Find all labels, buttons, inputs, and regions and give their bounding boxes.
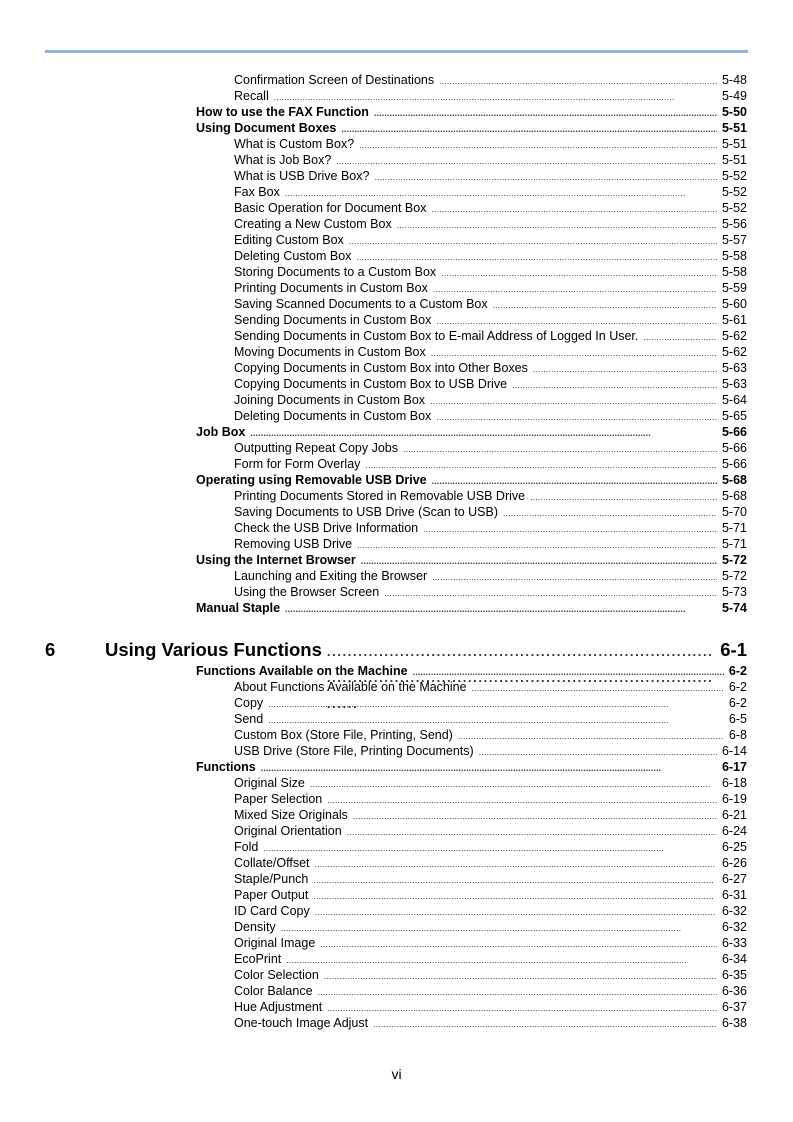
toc-subentry[interactable] bbox=[234, 855, 747, 871]
toc-subentry[interactable] bbox=[234, 392, 747, 408]
toc-subentry[interactable] bbox=[234, 951, 747, 967]
toc-subentry[interactable] bbox=[234, 584, 747, 600]
toc-entry-title: Custom Box (Store File, Printing, Send) bbox=[234, 728, 453, 742]
toc-subentry[interactable] bbox=[234, 136, 747, 152]
dot-leader bbox=[318, 983, 717, 1000]
dot-leader bbox=[365, 456, 717, 473]
toc-section-entry[interactable] bbox=[196, 472, 747, 488]
toc-entry-page: 6-36 bbox=[721, 984, 747, 998]
toc-entry-title: Storing Documents to a Custom Box bbox=[234, 265, 437, 279]
dot-leader bbox=[347, 823, 717, 840]
toc-subentry[interactable] bbox=[234, 376, 747, 392]
toc-section-entry[interactable] bbox=[196, 759, 747, 775]
toc-entry-page: 6-38 bbox=[721, 1016, 747, 1030]
toc-entry-title: Sending Documents in Custom Box bbox=[234, 313, 432, 327]
toc-entry-page: 6-35 bbox=[721, 968, 747, 982]
toc-entry-page: 6-32 bbox=[721, 904, 747, 918]
toc-entry-title: Job Box bbox=[196, 425, 246, 439]
toc-entry-page: 5-66 bbox=[721, 457, 747, 471]
page-number: vi bbox=[391, 1066, 402, 1082]
dot-leader bbox=[250, 424, 717, 441]
toc-entry-page: 5-58 bbox=[721, 249, 747, 263]
toc-entry-title: Original Image bbox=[234, 936, 316, 950]
dot-leader bbox=[373, 1015, 717, 1032]
toc-entry-page: 6-5 bbox=[728, 712, 747, 726]
toc-entry-title: Confirmation Screen of Destinations bbox=[234, 73, 435, 87]
toc-section-entry[interactable] bbox=[196, 120, 747, 136]
toc-entry-page: 5-58 bbox=[721, 265, 747, 279]
dot-leader bbox=[431, 344, 717, 361]
toc-entry-title: Send bbox=[234, 712, 264, 726]
toc-entry-title: Copying Documents in Custom Box to USB Drive bbox=[234, 377, 508, 391]
toc-entry-title: Printing Documents Stored in Removable USB Drive bbox=[234, 489, 526, 503]
toc-entry-title: Functions Available on the Machine bbox=[196, 664, 408, 678]
toc-entry-page: 5-63 bbox=[721, 377, 747, 391]
toc-entry-title: Original Orientation bbox=[234, 824, 342, 838]
toc-subentry[interactable] bbox=[234, 280, 747, 296]
toc-subentry[interactable] bbox=[234, 504, 747, 520]
dot-leader bbox=[353, 807, 717, 824]
toc-entry-title: Density bbox=[234, 920, 276, 934]
dot-leader bbox=[530, 488, 717, 505]
toc-entry-title: Sending Documents in Custom Box to E-mail Address of Logged In User. bbox=[234, 329, 639, 343]
dot-leader bbox=[349, 232, 717, 249]
toc-entry-title: Moving Documents in Custom Box bbox=[234, 345, 426, 359]
toc-subentry[interactable] bbox=[234, 935, 747, 951]
toc-entry-page: 5-74 bbox=[721, 601, 747, 615]
toc-subentry[interactable] bbox=[234, 520, 747, 536]
toc-subentry[interactable] bbox=[234, 967, 747, 983]
toc-subentry[interactable] bbox=[234, 1015, 747, 1031]
toc-entry-page: 5-72 bbox=[721, 569, 747, 583]
toc-entry-page: 6-27 bbox=[721, 872, 747, 886]
toc-entry-page: 6-32 bbox=[721, 920, 747, 934]
toc-entry-page: 5-60 bbox=[721, 297, 747, 311]
toc-entry-page: 5-61 bbox=[721, 313, 747, 327]
toc-entry-page: 6-2 bbox=[728, 680, 747, 694]
toc-subentry[interactable] bbox=[234, 536, 747, 552]
toc-entry-page: 5-71 bbox=[721, 521, 747, 535]
dot-leader bbox=[403, 440, 717, 457]
toc-entry-page: 5-50 bbox=[721, 105, 747, 119]
dot-leader bbox=[384, 584, 717, 601]
toc-entry-title: Mixed Size Originals bbox=[234, 808, 348, 822]
toc-entry-page: 6-2 bbox=[728, 696, 747, 710]
dot-leader bbox=[458, 727, 724, 744]
toc-entry-title: Paper Selection bbox=[234, 792, 323, 806]
toc-entry-title: Original Size bbox=[234, 776, 305, 790]
dot-leader bbox=[413, 663, 724, 680]
dot-leader bbox=[341, 120, 717, 137]
toc-entry-page: 5-57 bbox=[721, 233, 747, 247]
toc-entry-page: 5-62 bbox=[721, 345, 747, 359]
dot-leader bbox=[512, 376, 717, 393]
dot-leader bbox=[315, 855, 717, 872]
toc-entry-title: Using the Browser Screen bbox=[234, 585, 380, 599]
toc-entry-page: 5-68 bbox=[721, 473, 747, 487]
toc-entry-title: Basic Operation for Document Box bbox=[234, 201, 427, 215]
toc-entry-title: Deleting Documents in Custom Box bbox=[234, 409, 432, 423]
toc-subentry[interactable] bbox=[234, 296, 747, 312]
top-rule bbox=[45, 50, 748, 53]
toc-entry-title: What is USB Drive Box? bbox=[234, 169, 370, 183]
toc-subentry[interactable] bbox=[234, 344, 747, 360]
dot-leader bbox=[313, 887, 717, 904]
toc-entry-title: Copying Documents in Custom Box into Other Boxes bbox=[234, 361, 528, 375]
toc-entry-page: 5-65 bbox=[721, 409, 747, 423]
dot-leader bbox=[397, 216, 717, 233]
chapter-title: Using Various Functions bbox=[105, 639, 322, 660]
toc-entry-title: Paper Output bbox=[234, 888, 309, 902]
dot-leader bbox=[503, 504, 717, 521]
toc-subentry[interactable] bbox=[234, 360, 747, 376]
dot-leader bbox=[432, 568, 717, 585]
toc-entry-page: 6-24 bbox=[721, 824, 747, 838]
toc-entry-page: 6-17 bbox=[721, 760, 747, 774]
dot-leader bbox=[310, 775, 717, 792]
chapter-page-number: 6-1 bbox=[720, 639, 747, 660]
toc-entry-title: Deleting Custom Box bbox=[234, 249, 352, 263]
toc-subentry[interactable] bbox=[234, 456, 747, 472]
dot-leader bbox=[423, 520, 717, 537]
toc-entry-title: Saving Scanned Documents to a Custom Box bbox=[234, 297, 488, 311]
toc-entry-page: 5-51 bbox=[721, 153, 747, 167]
toc-entry-title: Staple/Punch bbox=[234, 872, 309, 886]
toc-entry-page: 5-73 bbox=[721, 585, 747, 599]
toc-entry-page: 5-48 bbox=[721, 73, 747, 87]
dot-leader bbox=[439, 72, 717, 89]
toc-entry-title: ID Card Copy bbox=[234, 904, 310, 918]
dot-leader bbox=[479, 743, 717, 760]
toc-entry-page: 5-52 bbox=[721, 201, 747, 215]
toc-subentry[interactable] bbox=[234, 312, 747, 328]
toc-subentry[interactable] bbox=[234, 200, 747, 216]
toc-entry-title: About Functions Available on the Machine bbox=[234, 680, 467, 694]
toc-subentry[interactable] bbox=[234, 823, 747, 839]
toc-entry-title: Launching and Exiting the Browser bbox=[234, 569, 428, 583]
toc-subentry[interactable] bbox=[234, 807, 747, 823]
toc-entry-title: Check the USB Drive Information bbox=[234, 521, 419, 535]
toc-entry-title: What is Custom Box? bbox=[234, 137, 355, 151]
toc-entry-page: 6-34 bbox=[721, 952, 747, 966]
toc-entry-title: Outputting Repeat Copy Jobs bbox=[234, 441, 398, 455]
toc-subentry[interactable] bbox=[234, 695, 747, 711]
toc-entry-title: Recall bbox=[234, 89, 269, 103]
toc-entry-page: 6-2 bbox=[728, 664, 747, 678]
toc-entry-title: Using Document Boxes bbox=[196, 121, 337, 135]
toc-entry-page: 6-19 bbox=[721, 792, 747, 806]
toc-subentry[interactable] bbox=[234, 919, 747, 935]
dot-leader bbox=[430, 392, 717, 409]
toc-section-entry[interactable] bbox=[196, 600, 747, 616]
toc-entry-page: 5-63 bbox=[721, 361, 747, 375]
toc-subentry[interactable] bbox=[234, 440, 747, 456]
toc-entry-title: EcoPrint bbox=[234, 952, 282, 966]
toc-subentry[interactable] bbox=[234, 871, 747, 887]
toc-subentry[interactable] bbox=[234, 232, 747, 248]
toc-subentry[interactable] bbox=[234, 903, 747, 919]
toc-subentry[interactable] bbox=[234, 679, 747, 695]
toc-entry-page: 5-52 bbox=[721, 169, 747, 183]
toc-entry-title: Printing Documents in Custom Box bbox=[234, 281, 428, 295]
dot-leader bbox=[357, 536, 717, 553]
toc-subentry[interactable] bbox=[234, 887, 747, 903]
toc-subentry[interactable] bbox=[234, 216, 747, 232]
toc-entry-title: Functions bbox=[196, 760, 256, 774]
toc-subentry[interactable] bbox=[234, 743, 747, 759]
toc-section-entry[interactable] bbox=[196, 424, 747, 440]
toc-entry-page: 6-8 bbox=[728, 728, 747, 742]
toc-subentry[interactable] bbox=[234, 711, 747, 727]
toc-subentry[interactable] bbox=[234, 999, 747, 1015]
toc-subentry[interactable] bbox=[234, 152, 747, 168]
dot-leader bbox=[286, 951, 717, 968]
toc-entry-page: 6-14 bbox=[721, 744, 747, 758]
dot-leader bbox=[436, 408, 717, 425]
toc-section-entry[interactable] bbox=[196, 663, 747, 679]
toc-subentry[interactable] bbox=[234, 88, 747, 104]
toc-subentry[interactable] bbox=[234, 408, 747, 424]
toc-entry-page: 6-18 bbox=[721, 776, 747, 790]
toc-entry-page: 5-68 bbox=[721, 489, 747, 503]
dot-leader bbox=[431, 200, 717, 217]
dot-leader bbox=[263, 839, 717, 856]
toc-entry-page: 5-64 bbox=[721, 393, 747, 407]
dot-leader bbox=[643, 328, 717, 345]
toc-subentry[interactable] bbox=[234, 72, 747, 88]
toc-entry-title: How to use the FAX Function bbox=[196, 105, 369, 119]
toc-entry-title: Using the Internet Browser bbox=[196, 553, 356, 567]
toc-entry-title: Fax Box bbox=[234, 185, 280, 199]
dot-leader bbox=[324, 967, 717, 984]
dot-leader bbox=[356, 248, 717, 265]
toc-entry-title: Form for Form Overlay bbox=[234, 457, 361, 471]
toc-subentry[interactable] bbox=[234, 775, 747, 791]
dot-leader bbox=[361, 552, 717, 569]
dot-leader bbox=[285, 600, 717, 617]
dot-leader bbox=[432, 472, 717, 489]
toc-entry-page: 5-66 bbox=[721, 425, 747, 439]
toc-subentry[interactable] bbox=[234, 264, 747, 280]
dot-leader bbox=[274, 88, 717, 105]
dot-leader bbox=[433, 280, 717, 297]
toc-entry-title: Color Balance bbox=[234, 984, 313, 998]
toc-entry-title: Fold bbox=[234, 840, 259, 854]
toc-subentry[interactable] bbox=[234, 983, 747, 999]
toc-entry-title: Joining Documents in Custom Box bbox=[234, 393, 426, 407]
toc-entry-page: 6-25 bbox=[721, 840, 747, 854]
toc-entry-title: What is Job Box? bbox=[234, 153, 332, 167]
toc-entry-title: Removing USB Drive bbox=[234, 537, 353, 551]
dot-leader bbox=[374, 104, 717, 121]
toc-entry-page: 5-72 bbox=[721, 553, 747, 567]
toc-entry-title: USB Drive (Store File, Printing Documents) bbox=[234, 744, 474, 758]
dot-leader bbox=[359, 136, 717, 153]
dot-leader bbox=[441, 264, 717, 281]
toc-entry-page: 5-52 bbox=[721, 185, 747, 199]
toc-entry-page: 5-70 bbox=[721, 505, 747, 519]
toc-entry-title: Collate/Offset bbox=[234, 856, 310, 870]
dot-leader bbox=[268, 695, 724, 712]
toc-subentry[interactable] bbox=[234, 248, 747, 264]
toc-entry-page: 5-49 bbox=[721, 89, 747, 103]
dot-leader bbox=[320, 935, 717, 952]
toc-entry-page: 6-26 bbox=[721, 856, 747, 870]
toc-section-entry[interactable] bbox=[196, 552, 747, 568]
dot-leader bbox=[493, 296, 717, 313]
dot-leader bbox=[336, 152, 717, 169]
toc-section-entry[interactable] bbox=[196, 104, 747, 120]
toc-entry-title: One-touch Image Adjust bbox=[234, 1016, 369, 1030]
dot-leader bbox=[313, 871, 717, 888]
toc-entry-page: 6-37 bbox=[721, 1000, 747, 1014]
toc-entry-title: Hue Adjustment bbox=[234, 1000, 323, 1014]
toc-subentry[interactable] bbox=[234, 168, 747, 184]
toc-entry-page: 5-71 bbox=[721, 537, 747, 551]
toc-subentry[interactable] bbox=[234, 568, 747, 584]
dot-leader bbox=[472, 679, 724, 696]
toc-entry-title: Color Selection bbox=[234, 968, 319, 982]
toc-entry-title: Editing Custom Box bbox=[234, 233, 344, 247]
toc-subentry[interactable] bbox=[234, 791, 747, 807]
dot-leader bbox=[327, 791, 717, 808]
toc-entry-page: 6-31 bbox=[721, 888, 747, 902]
chapter-number: 6 bbox=[45, 639, 56, 660]
dot-leader bbox=[436, 312, 717, 329]
toc-entry-title: Operating using Removable USB Drive bbox=[196, 473, 427, 487]
dot-leader bbox=[268, 711, 724, 728]
toc-entry-page: 5-59 bbox=[721, 281, 747, 295]
toc-subentry[interactable] bbox=[234, 727, 747, 743]
toc-entry-title: Manual Staple bbox=[196, 601, 281, 615]
dot-leader bbox=[533, 360, 717, 377]
toc-entry-title: Copy bbox=[234, 696, 264, 710]
chapter-heading[interactable] bbox=[45, 638, 747, 662]
dot-leader bbox=[327, 999, 717, 1016]
toc-subentry[interactable] bbox=[234, 839, 747, 855]
dot-leader bbox=[315, 903, 717, 920]
dot-leader bbox=[281, 919, 717, 936]
toc-subentry[interactable] bbox=[234, 184, 747, 200]
toc-entry-page: 5-51 bbox=[721, 121, 747, 135]
toc-entry-title: Creating a New Custom Box bbox=[234, 217, 392, 231]
dot-leader bbox=[261, 759, 717, 776]
toc-entry-page: 5-62 bbox=[721, 329, 747, 343]
dot-leader bbox=[285, 184, 717, 201]
toc-entry-page: 6-33 bbox=[721, 936, 747, 950]
dot-leader bbox=[374, 168, 717, 185]
toc-entry-page: 5-51 bbox=[721, 137, 747, 151]
toc-entry-page: 5-66 bbox=[721, 441, 747, 455]
toc-entry-page: 6-21 bbox=[721, 808, 747, 822]
toc-subentry[interactable] bbox=[234, 488, 747, 504]
toc-entry-title: Saving Documents to USB Drive (Scan to USB) bbox=[234, 505, 498, 519]
toc-subentry[interactable] bbox=[234, 328, 747, 344]
toc-entry-page: 5-56 bbox=[721, 217, 747, 231]
